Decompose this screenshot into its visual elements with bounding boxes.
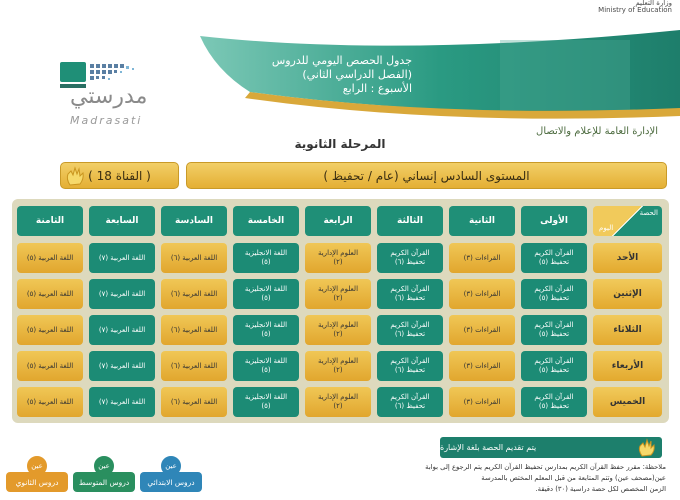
- lesson-cell: اللغة العربية (٦): [161, 279, 227, 309]
- schedule-title-line-2: (الفصل الدراسي الثاني): [302, 68, 412, 81]
- sign-language-hand-icon: [637, 438, 659, 458]
- period-header: الأولى: [521, 206, 587, 236]
- ministry-name-en: Ministry of Education: [598, 6, 672, 14]
- period-header: الخامسة: [233, 206, 299, 236]
- lesson-cell: القراءات (٣): [449, 243, 515, 273]
- lesson-cell: القرآن الكريم تحفيظ (٥): [521, 279, 587, 309]
- lesson-cell: اللغة العربية (٧): [89, 279, 155, 309]
- lesson-cell: اللغة العربية (٧): [89, 243, 155, 273]
- lesson-cell: القراءات (٣): [449, 351, 515, 381]
- period-header: الثانية: [449, 206, 515, 236]
- note-line: الزمن المخصص لكل حصة دراسية (٣٠) دقيقة.: [535, 485, 666, 493]
- lesson-cell: اللغة الانجليزية (٥): [233, 351, 299, 381]
- day-cell: الأحد: [593, 243, 662, 273]
- corner-day-label: اليوم: [599, 224, 614, 232]
- brand-name-en: Madrasati: [70, 114, 143, 127]
- lesson-cell: اللغة الانجليزية (٥): [233, 279, 299, 309]
- channel-badge-label: دروس الثانوي: [6, 472, 68, 492]
- ministry-name-ar: وزارة التعليم: [635, 0, 672, 7]
- corner-period-label: الحصة: [639, 209, 658, 217]
- lesson-cell: القرآن الكريم تحفيظ (٥): [521, 351, 587, 381]
- sign-language-note: يتم تقديم الحصة بلغة الإشارة: [440, 437, 662, 458]
- lesson-cell: القرآن الكريم تحفيظ (٦): [377, 315, 443, 345]
- lesson-cell: اللغة الانجليزية (٥): [233, 243, 299, 273]
- lesson-cell: اللغة العربية (٦): [161, 351, 227, 381]
- lesson-cell: القرآن الكريم تحفيظ (٦): [377, 279, 443, 309]
- day-cell: الأربعاء: [593, 351, 662, 381]
- lesson-cell: القرآن الكريم تحفيظ (٥): [521, 315, 587, 345]
- lesson-cell: اللغة العربية (٧): [89, 315, 155, 345]
- brand-name-ar: مدرستي: [70, 84, 148, 109]
- lesson-cell: اللغة العربية (٧): [89, 351, 155, 381]
- lesson-cell: القراءات (٣): [449, 315, 515, 345]
- lesson-cell: اللغة العربية (٥): [17, 243, 83, 273]
- ministry-logo: [562, 0, 672, 14]
- lesson-cell: العلوم الإدارية (٢): [305, 351, 371, 381]
- lesson-cell: اللغة العربية (٦): [161, 387, 227, 417]
- schedule-table: [12, 199, 669, 423]
- notes: [298, 462, 666, 495]
- lesson-cell: القرآن الكريم تحفيظ (٦): [377, 243, 443, 273]
- channel-badge-label: دروس المتوسط: [73, 472, 135, 492]
- lesson-cell: العلوم الإدارية (٢): [305, 315, 371, 345]
- lesson-cell: القرآن الكريم تحفيظ (٥): [521, 387, 587, 417]
- lesson-cell: اللغة العربية (٦): [161, 315, 227, 345]
- period-header: السادسة: [161, 206, 227, 236]
- lesson-cell: اللغة الانجليزية (٥): [233, 387, 299, 417]
- lesson-cell: القرآن الكريم تحفيظ (٥): [521, 243, 587, 273]
- period-header: الرابعة: [305, 206, 371, 236]
- period-header: الثامنة: [17, 206, 83, 236]
- lesson-cell: العلوم الإدارية (٢): [305, 243, 371, 273]
- lesson-cell: اللغة العربية (٦): [161, 243, 227, 273]
- ain-icon: عين: [159, 454, 183, 478]
- day-cell: الخميس: [593, 387, 662, 417]
- lesson-cell: القرآن الكريم تحفيظ (٦): [377, 387, 443, 417]
- ain-icon: عين: [92, 454, 116, 478]
- lesson-cell: اللغة العربية (٥): [17, 387, 83, 417]
- lesson-cell: القراءات (٣): [449, 279, 515, 309]
- note-line: ملاحظة: مقرر حفظ القرآن الكريم بمدارس تحفيظ القرآن الكريم يتم الرجوع إلى بوابة: [425, 463, 666, 471]
- lesson-cell: اللغة الانجليزية (٥): [233, 315, 299, 345]
- channel-badge-primary: [140, 454, 202, 498]
- schedule-title-line-1: جدول الحصص اليومي للدروس: [271, 54, 412, 67]
- lesson-cell: اللغة العربية (٧): [89, 387, 155, 417]
- day-cell: الثلاثاء: [593, 315, 662, 345]
- lesson-cell: اللغة العربية (٥): [17, 351, 83, 381]
- lesson-cell: العلوم الإدارية (٢): [305, 387, 371, 417]
- day-cell: الإثنين: [593, 279, 662, 309]
- schedule-title-line-3: الأسبوع : الرابع: [342, 82, 412, 95]
- period-header: السابعة: [89, 206, 155, 236]
- channel-badge-secondary: [6, 454, 68, 498]
- lesson-cell: اللغة العربية (٥): [17, 279, 83, 309]
- channel-badge-intermediate: [73, 454, 135, 498]
- lesson-cell: العلوم الإدارية (٢): [305, 279, 371, 309]
- period-header: الثالثة: [377, 206, 443, 236]
- lesson-cell: القرآن الكريم تحفيظ (٦): [377, 351, 443, 381]
- note-line: عين(مصحف عين) وتتم المتابعة من قبل المعلم المختص بالمدرسة: [481, 474, 666, 482]
- media-department-logo: الإدارة العامة للإعلام والاتصال: [536, 126, 658, 137]
- sign-language-hand-icon: [64, 165, 90, 187]
- lesson-cell: اللغة العربية (٥): [17, 315, 83, 345]
- ain-icon: عين: [25, 454, 49, 478]
- channel-badge-label: دروس الابتدائي: [140, 472, 202, 492]
- schedule-title: [232, 54, 412, 96]
- level-bar: المستوى السادس إنساني (عام / تحفيظ ): [186, 162, 667, 189]
- lesson-cell: القراءات (٣): [449, 387, 515, 417]
- table-corner-cell: [593, 206, 662, 236]
- stage-title: المرحلة الثانوية: [294, 137, 386, 151]
- channel-label: ( القناة 18 ): [88, 168, 151, 183]
